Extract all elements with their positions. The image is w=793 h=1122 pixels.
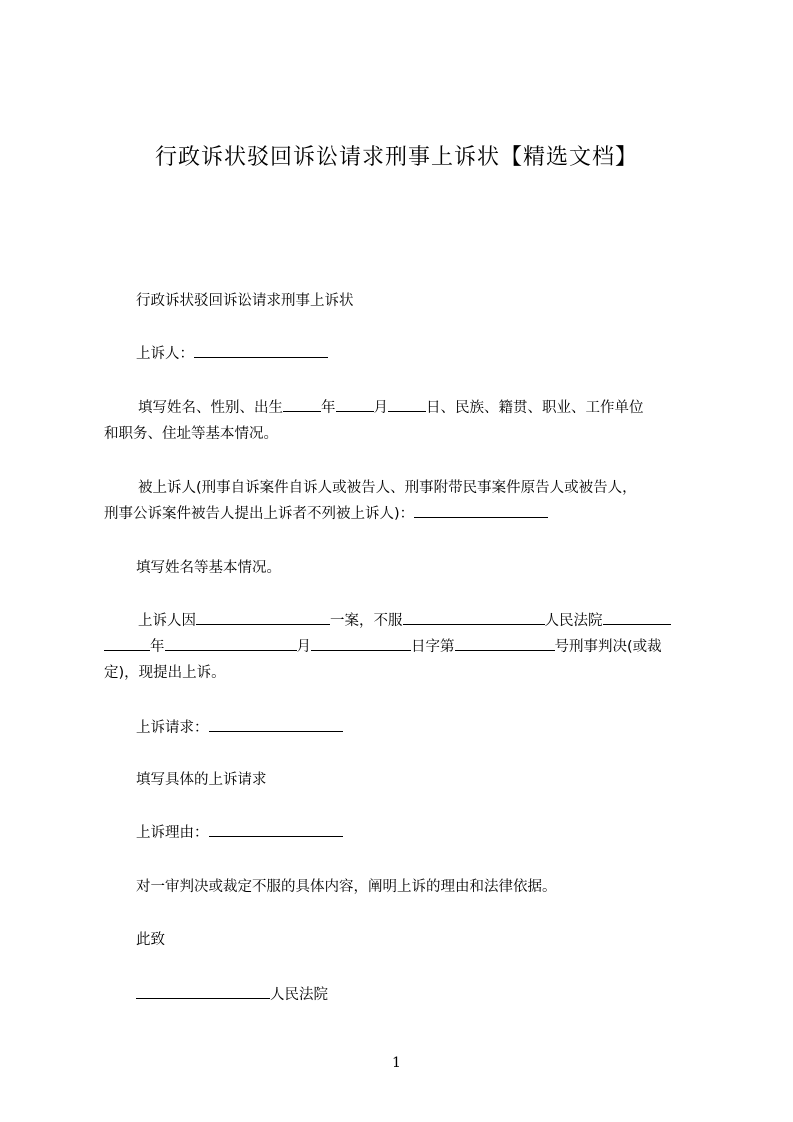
month-blank bbox=[165, 636, 297, 651]
reason-text-c: 人民法院 bbox=[544, 613, 603, 629]
court-blank bbox=[403, 610, 545, 625]
day-blank bbox=[311, 636, 411, 651]
grounds-info: 对一审判决或裁定不服的具体内容，阐明上诉的理由和法律依据。 bbox=[136, 879, 557, 895]
appellee-line-1: 被上诉人(刑事自诉案件自诉人或被告人、刑事附带民事案件原告人或被告人， bbox=[138, 480, 637, 496]
grounds-line bbox=[136, 821, 343, 846]
closing: 此致 bbox=[136, 932, 165, 948]
request-info: 填写具体的上诉请求 bbox=[136, 772, 267, 788]
court-suffix: 人民法院 bbox=[270, 987, 328, 1003]
appellee-line-2 bbox=[104, 502, 548, 527]
month-label: 月 bbox=[373, 400, 388, 416]
reason-line-2 bbox=[104, 635, 662, 660]
appellee-info: 填写姓名等基本情况。 bbox=[136, 560, 281, 576]
appellant-line bbox=[136, 342, 328, 367]
document-subtitle: 行政诉状驳回诉讼请求刑事上诉状 bbox=[136, 293, 354, 309]
appellant-info-rest: 日、民族、籍贯、职业、工作单位 bbox=[426, 400, 644, 416]
case-blank bbox=[196, 610, 330, 625]
reason-text-b: 一案，不服 bbox=[330, 613, 403, 629]
request-label: 上诉请求： bbox=[136, 720, 209, 736]
birth-year-blank bbox=[283, 397, 321, 412]
year-blank bbox=[104, 636, 150, 651]
grounds-label: 上诉理由： bbox=[136, 825, 209, 841]
reason-line-3: 定)，现提出上诉。 bbox=[104, 665, 226, 681]
birth-day-blank bbox=[388, 397, 426, 412]
year-label: 年 bbox=[321, 400, 336, 416]
request-blank bbox=[209, 717, 343, 732]
court-tail-blank bbox=[603, 610, 671, 625]
reason-text-f: 日字第 bbox=[411, 639, 455, 655]
reason-text-a: 上诉人因 bbox=[138, 613, 196, 629]
appellant-info-text: 填写姓名、性别、出生 bbox=[138, 400, 283, 416]
request-line bbox=[136, 716, 343, 741]
court-name-blank bbox=[136, 984, 270, 999]
grounds-blank bbox=[209, 822, 343, 837]
court-address-line bbox=[136, 983, 328, 1008]
birth-month-blank bbox=[336, 397, 374, 412]
reason-text-d: 年 bbox=[150, 639, 165, 655]
appellant-info-line-1 bbox=[138, 396, 644, 421]
page-number: 1 bbox=[392, 1055, 401, 1071]
reason-text-e: 月 bbox=[296, 639, 311, 655]
appellant-label: 上诉人： bbox=[136, 346, 194, 362]
appellee-label: 刑事公诉案件被告人提出上诉者不列被上诉人)： bbox=[104, 506, 415, 522]
document-title: 行政诉状驳回诉讼请求刑事上诉状【精选文档】 bbox=[154, 145, 638, 170]
number-blank bbox=[455, 636, 555, 651]
reason-text-g: 号刑事判决(或裁 bbox=[554, 639, 662, 655]
appellee-blank bbox=[414, 503, 548, 518]
appellant-blank bbox=[194, 343, 328, 358]
appellant-info-line-2: 和职务、住址等基本情况。 bbox=[104, 426, 278, 442]
reason-line-1 bbox=[138, 609, 671, 634]
